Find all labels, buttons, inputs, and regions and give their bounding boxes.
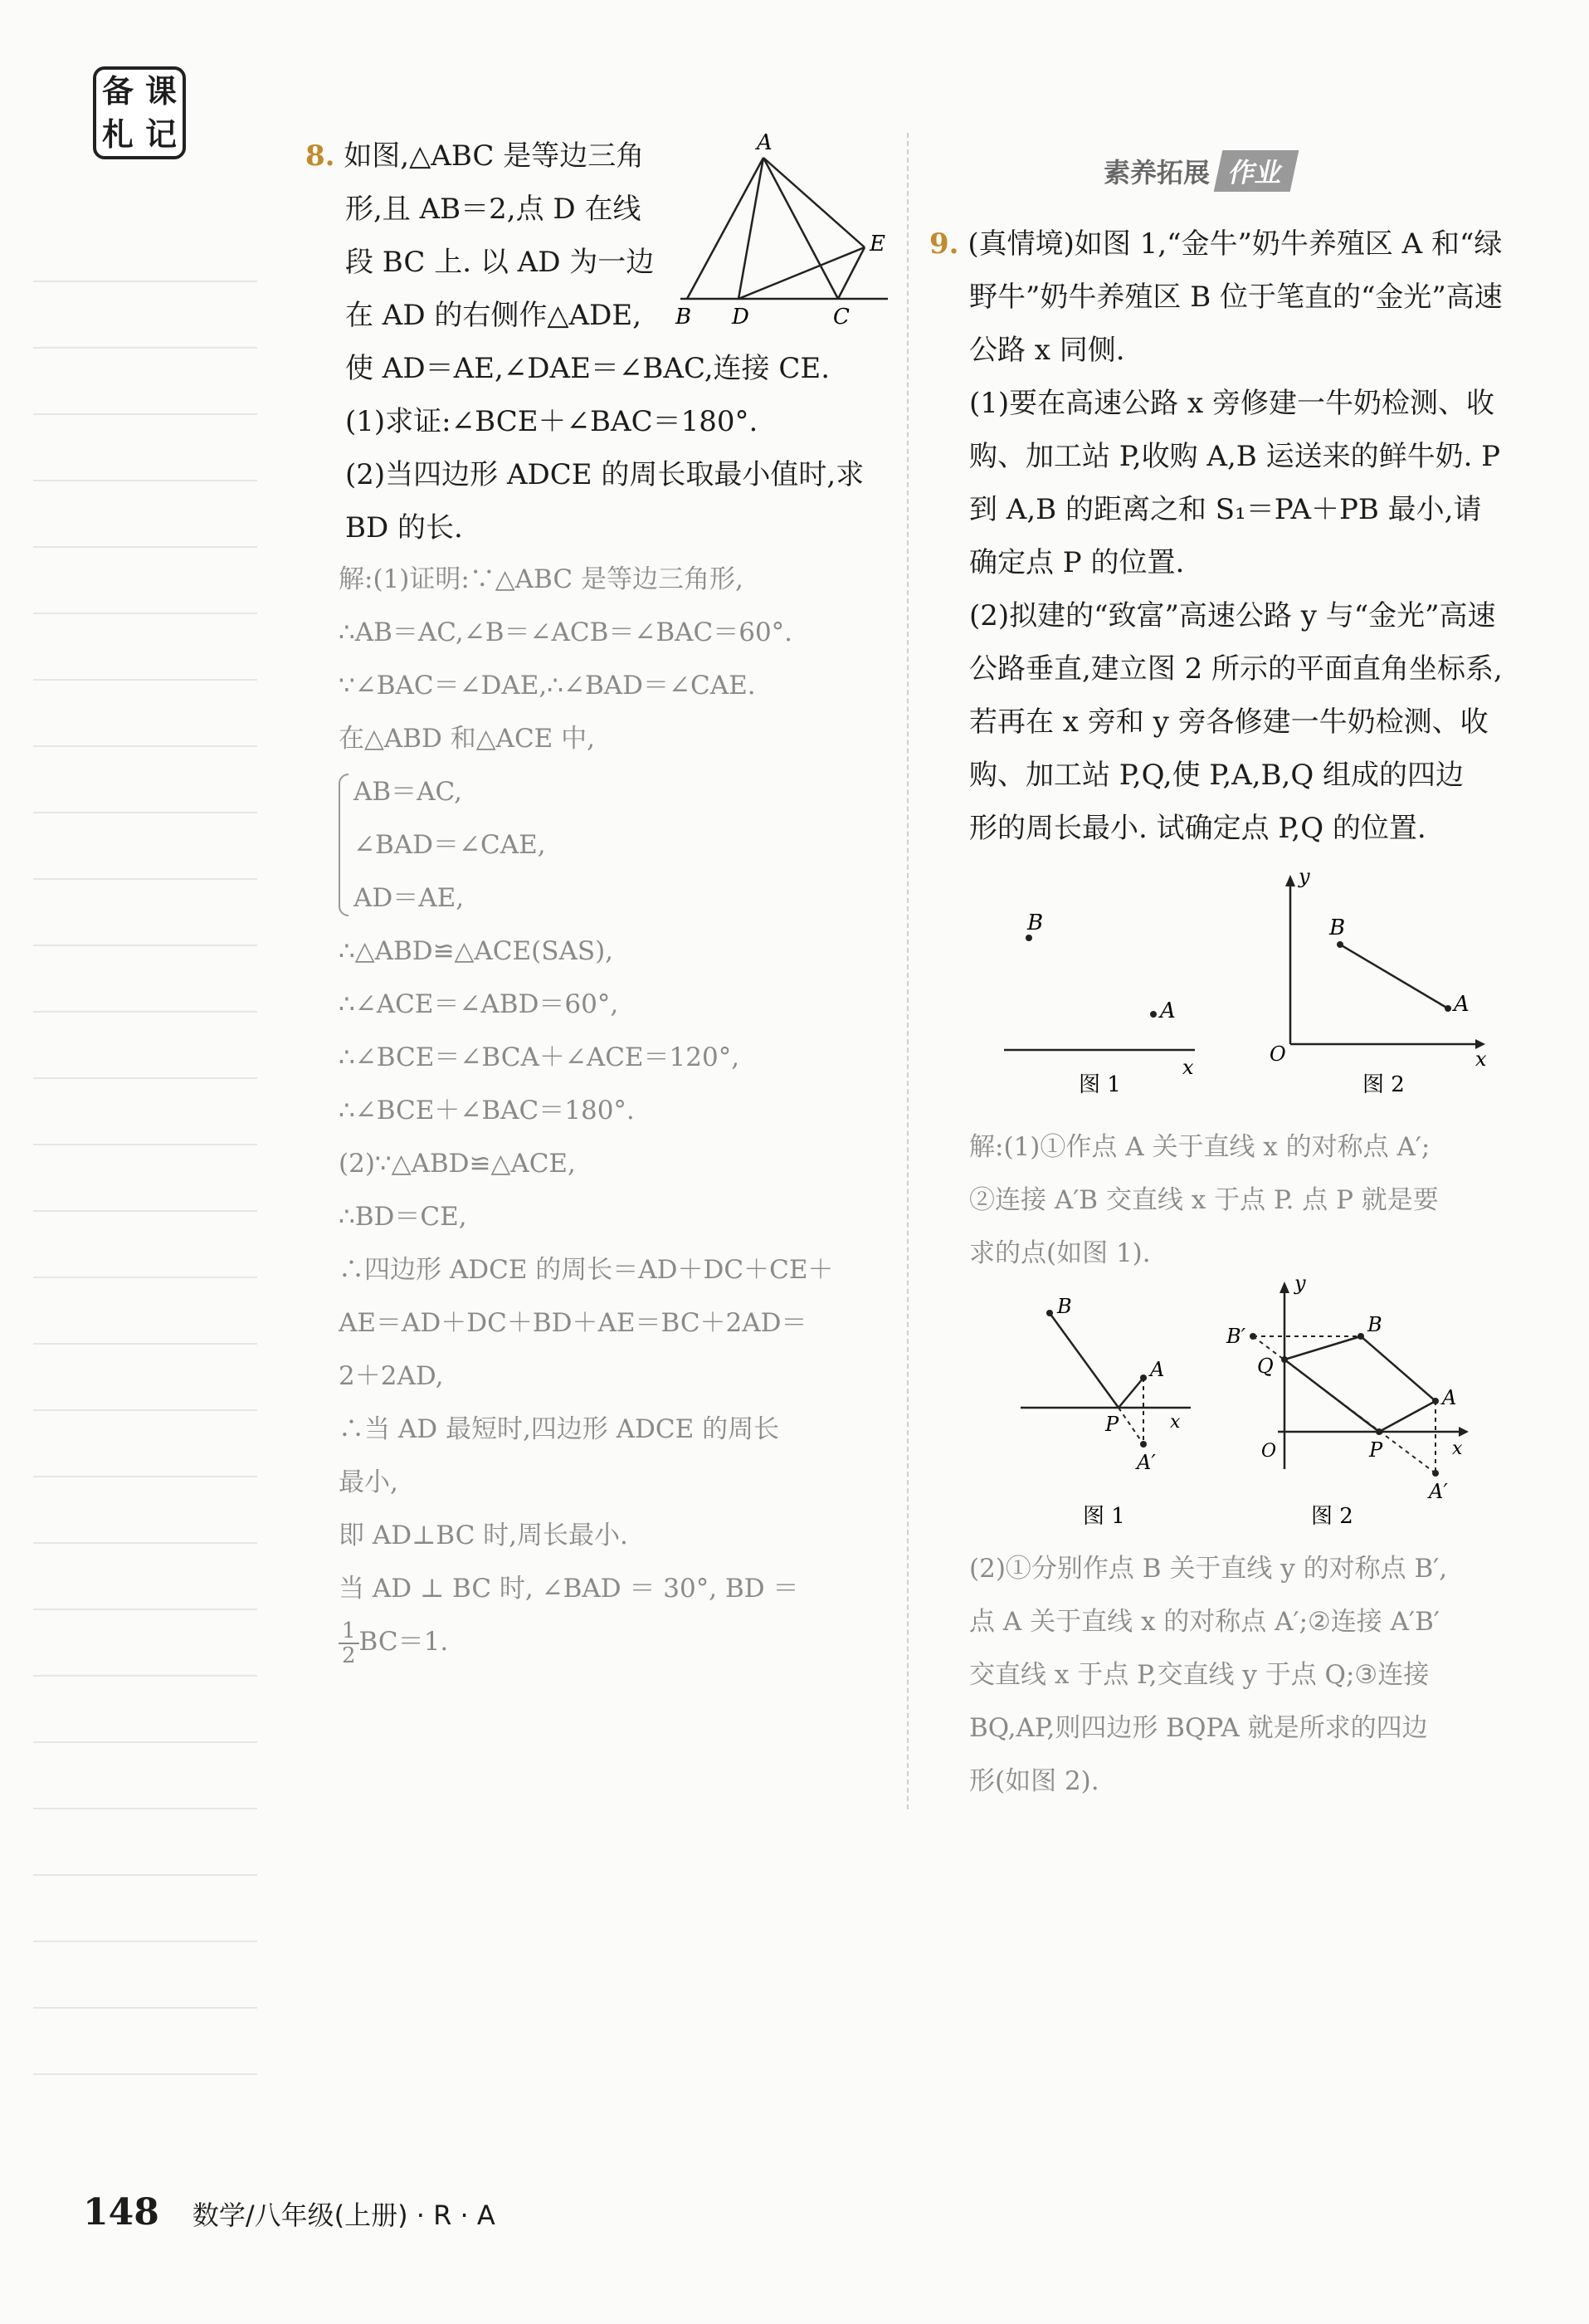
q8-line: (2)当四边形 ADCE 的周长取最小值时,求 [345,458,865,491]
sol9-line: BQ,AP,则四边形 BQPA 就是所求的四边 [969,1713,1428,1743]
point-label-Q: Q [1257,1355,1274,1378]
sol8-line: ∴∠BCE＋∠BAC＝180°. [339,1096,635,1125]
fraction-numerator: 1 [339,1619,359,1644]
sol9-line: (2)①分别作点 B 关于直线 y 的对称点 B′, [969,1554,1448,1584]
axis-label-x: x [1475,1047,1487,1071]
sol8-line: 在△ABD 和△ACE 中, [339,724,596,754]
q9-line: 野牛”奶牛养殖区 B 位于笔直的“金光”高速 [969,281,1503,314]
q8-line: 在 AD 的右侧作△ADE, [345,299,642,332]
logo-char: 课 [144,73,177,110]
sol9-line: 交直线 x 于点 P,交直线 y 于点 Q;③连接 [969,1660,1430,1690]
sol8-line: AD＝AE, [353,883,465,913]
fraction-denominator: 2 [342,1643,356,1668]
q8-line: (1)求证:∠BCE＋∠BAC＝180°. [345,405,758,438]
sol8-line: 当 AD ⊥ BC 时, ∠BAD ＝ 30°, BD ＝ [339,1574,799,1604]
logo-char: 备 [101,73,134,110]
q8-triangle-figure [664,124,904,332]
solution-8 [339,553,903,1668]
q8-line: 如图,△ABC 是等边三角 [344,139,645,173]
book-title: 数学/八年级(上册) · R · A [192,2200,495,2231]
q9-solution-figures [1004,1270,1502,1536]
fraction [339,1619,359,1667]
page-footer [83,2191,495,2234]
sol9-line: 求的点(如图 1). [969,1238,1151,1268]
notes-ruled-area [33,216,257,2083]
point-label-B: B [675,305,692,330]
sol8-line: AB＝AC, [353,777,463,807]
axis-label-x: x [1182,1056,1194,1079]
q9-line: 公路 x 同侧. [969,334,1125,367]
sol8-line: ∴AB＝AC,∠B＝∠ACB＝∠BAC＝60°. [339,618,793,647]
axis-label-x: x [1170,1412,1181,1433]
question-number: 8. [305,139,335,173]
sol8-line: ∠BAD＝∠CAE, [353,830,546,860]
q9-line: 购、加工站 P,Q,使 P,A,B,Q 组成的四边 [969,759,1465,792]
sol8-line: ∴当 AD 最短时,四边形 ADCE 的周长 [339,1414,780,1444]
origin-label: O [1261,1441,1277,1462]
sol8-line: ∴BD＝CE, [339,1202,467,1232]
point-label-A: A [1442,1386,1457,1409]
sol8-line: (2)∵△ABD≌△ACE, [339,1149,576,1179]
q9-line: (1)要在高速公路 x 旁修建一牛奶检测、收 [969,387,1494,420]
section-tag-label: 素养拓展 [1104,157,1211,188]
point-label-B-prime: B′ [1226,1325,1246,1348]
sol8-line: 即 AD⊥BC 时,周长最小. [339,1521,628,1550]
sol8-line: 最小, [339,1467,398,1497]
point-label-A-prime: A′ [1137,1451,1156,1474]
point-label-B: B [1027,911,1044,935]
figure-caption: 图 1 [1083,1504,1125,1529]
sol8-line: ∴△ABD≌△ACE(SAS), [339,936,614,966]
solution-9-part-2 [969,1542,1575,1808]
page-number: 148 [83,2191,159,2234]
sol8-line: 2＋2AD, [339,1361,444,1391]
sol9-line: 解:(1)①作点 A 关于直线 x 的对称点 A′; [969,1132,1431,1162]
sol8-line: ∴∠ACE＝∠ABD＝60°, [339,989,619,1019]
notes-logo [93,66,186,159]
question-9 [929,217,1577,855]
q9-line: (2)拟建的“致富”高速公路 y 与“金光”高速 [969,599,1496,632]
sol8-line: AE＝AD＋DC＋BD＋AE＝BC＋2AD＝ [339,1308,807,1338]
sol8-line: ∴∠BCE＝∠BCA＋∠ACE＝120°, [339,1042,740,1072]
figure-caption: 图 1 [1079,1072,1121,1097]
column-divider [907,133,909,1809]
point-label-A: A [1150,1358,1165,1381]
point-label-A: A [1160,998,1176,1023]
axis-label-y: y [1299,865,1310,888]
point-label-P: P [1369,1438,1383,1462]
sol8-line: ∵∠BAC＝∠DAE,∴∠BAD＝∠CAE. [339,671,756,701]
section-tag [1104,148,1369,194]
logo-char: 记 [144,116,177,153]
q8-line: BD 的长. [345,511,463,544]
point-label-E: E [870,232,885,256]
q9-line: 若再在 x 旁和 y 旁各修建一牛奶检测、收 [969,706,1489,739]
q9-line: 确定点 P 的位置. [969,546,1185,579]
point-label-B: B [1329,915,1346,940]
q9-line: 形的周长最小. 试确定点 P,Q 的位置. [969,812,1426,845]
sol9-line: 点 A 关于直线 x 的对称点 A′;②连接 A′B′ [969,1607,1440,1637]
logo-char: 札 [101,116,134,153]
axis-label-x: x [1452,1438,1463,1459]
sol8-line: ∴四边形 ADCE 的周长＝AD＋DC＋CE＋ [339,1255,834,1285]
sol8-last-line [339,1615,903,1668]
q9-line: 到 A,B 的距离之和 S₁＝PA＋PB 最小,请 [969,493,1482,526]
point-label-C: C [833,305,850,330]
equation-system [339,765,903,925]
solution-9-part-1 [969,1120,1575,1280]
figure-caption: 图 2 [1311,1504,1353,1529]
q8-line: 段 BC 上. 以 AD 为一边 [345,246,655,279]
point-label-A: A [757,130,773,155]
q8-line: 使 AD＝AE,∠DAE＝∠BAC,连接 CE. [345,352,831,385]
figure-caption: 图 2 [1362,1072,1405,1097]
section-tag-badge: 作业 [1214,150,1299,192]
point-label-B: B [1367,1313,1382,1336]
sol9-line: ②连接 A′B 交直线 x 于点 P. 点 P 就是要 [969,1185,1439,1215]
q8-line: 形,且 AB＝2,点 D 在线 [345,193,641,226]
origin-label: O [1270,1042,1286,1066]
q9-problem-figures [987,863,1510,1112]
sol8-line: 解:(1)证明:∵△ABC 是等边三角形, [339,564,743,594]
sol9-line: 形(如图 2). [969,1766,1099,1796]
sol8-tail: BC＝1. [358,1627,449,1657]
axis-label-y: y [1294,1272,1306,1295]
point-label-D: D [732,305,749,330]
point-label-A: A [1454,992,1470,1017]
q9-line: 公路垂直,建立图 2 所示的平面直角坐标系, [969,652,1503,686]
point-label-A-prime: A′ [1429,1480,1448,1503]
point-label-B: B [1057,1295,1072,1318]
point-label-P: P [1105,1413,1119,1436]
q9-line: 购、加工站 P,收购 A,B 运送来的鲜牛奶. P [969,440,1501,473]
q9-line: (真情境)如图 1,“金牛”奶牛养殖区 A 和“绿 [968,227,1503,261]
question-number: 9. [929,227,959,261]
